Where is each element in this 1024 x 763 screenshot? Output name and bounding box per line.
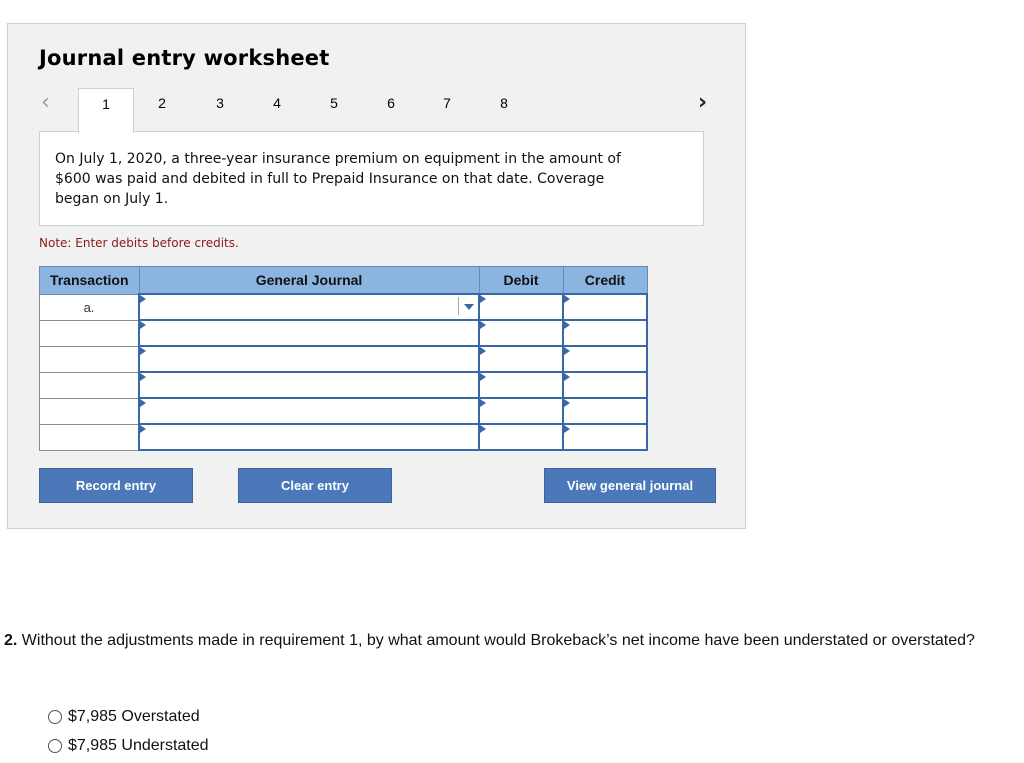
prompt-text: On July 1, 2020, a three-year insurance premium on equipment in the amount of $600 was paid and debited in full to Prepaid Insurance on that date. Coverage began on July 1. (55, 151, 621, 207)
cell-marker-icon (140, 347, 146, 355)
chevron-right-icon[interactable]: › (698, 90, 708, 115)
chevron-down-icon[interactable] (458, 297, 476, 315)
credit-input[interactable] (563, 424, 647, 450)
header-general-journal: General Journal (139, 267, 479, 295)
tab-2[interactable]: 2 (158, 95, 166, 111)
account-input[interactable] (139, 398, 479, 424)
account-input[interactable] (139, 372, 479, 398)
table-row (40, 320, 648, 346)
tab-5[interactable]: 5 (330, 95, 338, 111)
tab-4[interactable]: 4 (273, 95, 281, 111)
cell-marker-icon (480, 373, 486, 381)
tab-7[interactable]: 7 (443, 95, 451, 111)
cell-marker-icon (564, 425, 570, 433)
header-transaction: Transaction (40, 267, 140, 295)
cell-marker-icon (140, 321, 146, 329)
cell-marker-icon (140, 373, 146, 381)
question-2 (4, 630, 1004, 651)
tab-1[interactable]: 1 (78, 88, 134, 133)
cell-marker-icon (480, 347, 486, 355)
worksheet-title: Journal entry worksheet (39, 46, 330, 70)
radio-button[interactable] (48, 710, 62, 724)
transaction-cell (40, 346, 140, 372)
answer-option-understated[interactable] (48, 737, 209, 755)
transaction-cell (40, 372, 140, 398)
option-label: $7,985 Overstated (68, 708, 200, 725)
table-row (40, 424, 648, 450)
tab-8[interactable]: 8 (500, 95, 508, 111)
debit-input[interactable] (479, 372, 563, 398)
question-text: Without the adjustments made in requirement 1, by what amount would Brokeback’s net income have been understated or overstated? (21, 632, 975, 649)
table-row (40, 346, 648, 372)
entry-note: Note: Enter debits before credits. (39, 236, 239, 250)
transaction-prompt (39, 131, 704, 226)
transaction-cell (40, 320, 140, 346)
clear-entry-button[interactable]: Clear entry (238, 468, 392, 503)
cell-marker-icon (140, 425, 146, 433)
header-credit: Credit (563, 267, 647, 295)
journal-table (39, 266, 648, 451)
header-debit: Debit (479, 267, 563, 295)
tab-6[interactable]: 6 (387, 95, 395, 111)
account-select[interactable] (139, 294, 479, 320)
cell-marker-icon (564, 347, 570, 355)
account-input[interactable] (139, 424, 479, 450)
answer-option-overstated[interactable] (48, 708, 200, 726)
credit-input[interactable] (563, 346, 647, 372)
credit-input[interactable] (563, 372, 647, 398)
credit-input[interactable] (563, 398, 647, 424)
account-input[interactable] (139, 346, 479, 372)
transaction-cell (40, 424, 140, 450)
cell-marker-icon (140, 399, 146, 407)
cell-marker-icon (564, 373, 570, 381)
chevron-left-icon[interactable]: ‹ (41, 90, 50, 115)
table-row (40, 398, 648, 424)
option-label: $7,985 Understated (68, 737, 209, 754)
cell-marker-icon (480, 399, 486, 407)
journal-entry-worksheet (7, 23, 746, 529)
question-number: 2. (4, 632, 18, 649)
cell-marker-icon (140, 295, 146, 303)
radio-button[interactable] (48, 739, 62, 753)
cell-marker-icon (480, 425, 486, 433)
transaction-cell (40, 398, 140, 424)
credit-input[interactable] (563, 294, 647, 320)
tab-3[interactable]: 3 (216, 95, 224, 111)
debit-input[interactable] (479, 424, 563, 450)
debit-input[interactable] (479, 320, 563, 346)
account-input[interactable] (139, 320, 479, 346)
cell-marker-icon (480, 321, 486, 329)
table-row (40, 372, 648, 398)
debit-input[interactable] (479, 398, 563, 424)
transaction-cell: a. (40, 294, 140, 320)
debit-input[interactable] (479, 294, 563, 320)
cell-marker-icon (564, 399, 570, 407)
record-entry-button[interactable]: Record entry (39, 468, 193, 503)
credit-input[interactable] (563, 320, 647, 346)
table-row (40, 294, 648, 320)
debit-input[interactable] (479, 346, 563, 372)
cell-marker-icon (480, 295, 486, 303)
cell-marker-icon (564, 321, 570, 329)
cell-marker-icon (564, 295, 570, 303)
view-general-journal-button[interactable]: View general journal (544, 468, 716, 503)
